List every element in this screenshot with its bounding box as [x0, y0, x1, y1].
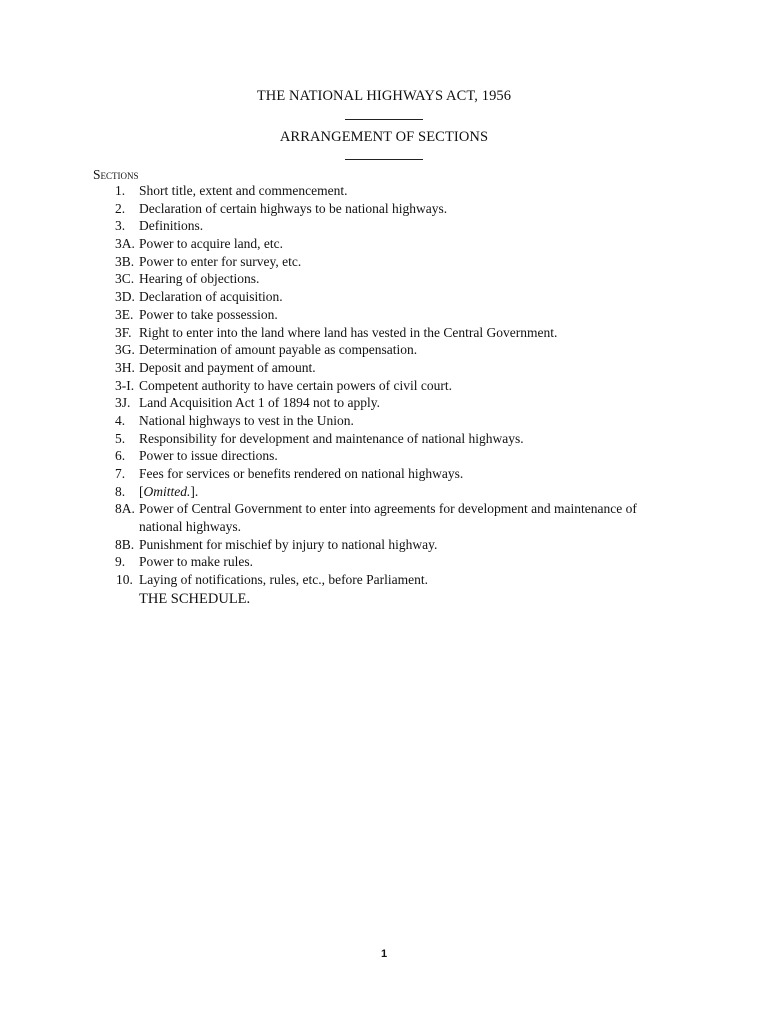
section-number: 3H. [115, 359, 135, 375]
section-number: 3J. [115, 395, 131, 411]
section-number: 3B. [115, 253, 135, 269]
section-title: Power to make rules. [139, 554, 253, 570]
section-number: 8. [115, 483, 126, 499]
section-number: 9. [115, 554, 126, 570]
section-item [0, 341, 768, 359]
section-title-omitted [139, 483, 679, 501]
section-item [0, 394, 768, 412]
section-number: 5. [115, 430, 126, 446]
section-title: Determination of amount payable as compensation. [139, 342, 418, 358]
section-number: 3. [115, 218, 126, 234]
section-title: Competent authority to have certain powers of civil court. [139, 377, 453, 393]
section-title: Declaration of certain highways to be national highways. [139, 200, 448, 216]
section-item [0, 306, 768, 324]
section-title: Definitions. [139, 218, 204, 234]
section-number: 3A. [115, 236, 135, 252]
sections-list [0, 182, 768, 589]
section-item [0, 430, 768, 448]
section-item [0, 447, 768, 465]
page-number: 1 [380, 948, 388, 960]
section-title: Power of Central Government to enter into agreements for development and maintenance of national highways. [139, 501, 637, 535]
section-item [0, 483, 768, 501]
schedule-heading: THE SCHEDULE. [139, 591, 251, 607]
section-item [0, 253, 768, 271]
section-number: 3-I. [115, 377, 135, 393]
section-item [0, 536, 768, 554]
section-title: Declaration of acquisition. [139, 289, 283, 305]
section-title: Power to enter for survey, etc. [139, 253, 302, 269]
section-item [0, 377, 768, 395]
section-item [0, 270, 768, 288]
section-title: Hearing of objections. [139, 271, 260, 287]
section-item [0, 553, 768, 571]
section-item [0, 324, 768, 342]
section-item [0, 182, 768, 200]
section-number: 1. [115, 183, 126, 198]
section-title: Right to enter into the land where land has vested in the Central Government. [139, 324, 558, 340]
section-number: 8B. [115, 536, 135, 552]
section-item [0, 200, 768, 218]
sections-heading: Sections [93, 167, 139, 182]
section-item [0, 217, 768, 235]
subtitle-divider [345, 159, 423, 160]
bracket-close: ]. [190, 483, 199, 499]
section-item [0, 412, 768, 430]
section-number: 8A. [115, 501, 135, 517]
section-number: 3G. [115, 342, 135, 358]
section-number: 6. [115, 448, 126, 464]
section-title: Fees for services or benefits rendered on national highways. [139, 466, 464, 481]
section-number: 2. [115, 200, 126, 216]
section-title: Short title, extent and commencement. [139, 183, 348, 198]
section-title: Punishment for mischief by injury to national highway. [139, 536, 438, 552]
section-item [0, 288, 768, 306]
section-item [0, 235, 768, 253]
section-title: Laying of notifications, rules, etc., before Parliament. [139, 572, 429, 588]
section-number: 3C. [115, 271, 135, 287]
section-number: 3F. [115, 324, 132, 340]
section-number: 3D. [115, 289, 135, 305]
section-item [0, 571, 768, 589]
section-number: 3E. [115, 306, 134, 322]
section-item [0, 359, 768, 377]
section-item [0, 500, 768, 535]
section-number: 10. [116, 572, 133, 588]
section-number: 4. [115, 412, 126, 428]
section-title: Deposit and payment of amount. [139, 359, 316, 375]
section-title: Land Acquisition Act 1 of 1894 not to apply. [139, 395, 380, 411]
section-item [0, 465, 768, 483]
title-divider [345, 119, 423, 120]
act-title: THE NATIONAL HIGHWAYS ACT, 1956 [256, 88, 512, 104]
section-title: Responsibility for development and maintenance of national highways. [139, 430, 524, 446]
arrangement-heading: ARRANGEMENT OF SECTIONS [279, 129, 489, 145]
section-title: National highways to vest in the Union. [139, 412, 354, 428]
section-number: 7. [115, 466, 126, 481]
section-title: Power to issue directions. [139, 448, 278, 464]
omitted-label: Omitted. [143, 483, 191, 499]
bracket-open: [ [139, 483, 144, 499]
section-title: Power to acquire land, etc. [139, 236, 283, 252]
section-title: Power to take possession. [139, 306, 278, 322]
